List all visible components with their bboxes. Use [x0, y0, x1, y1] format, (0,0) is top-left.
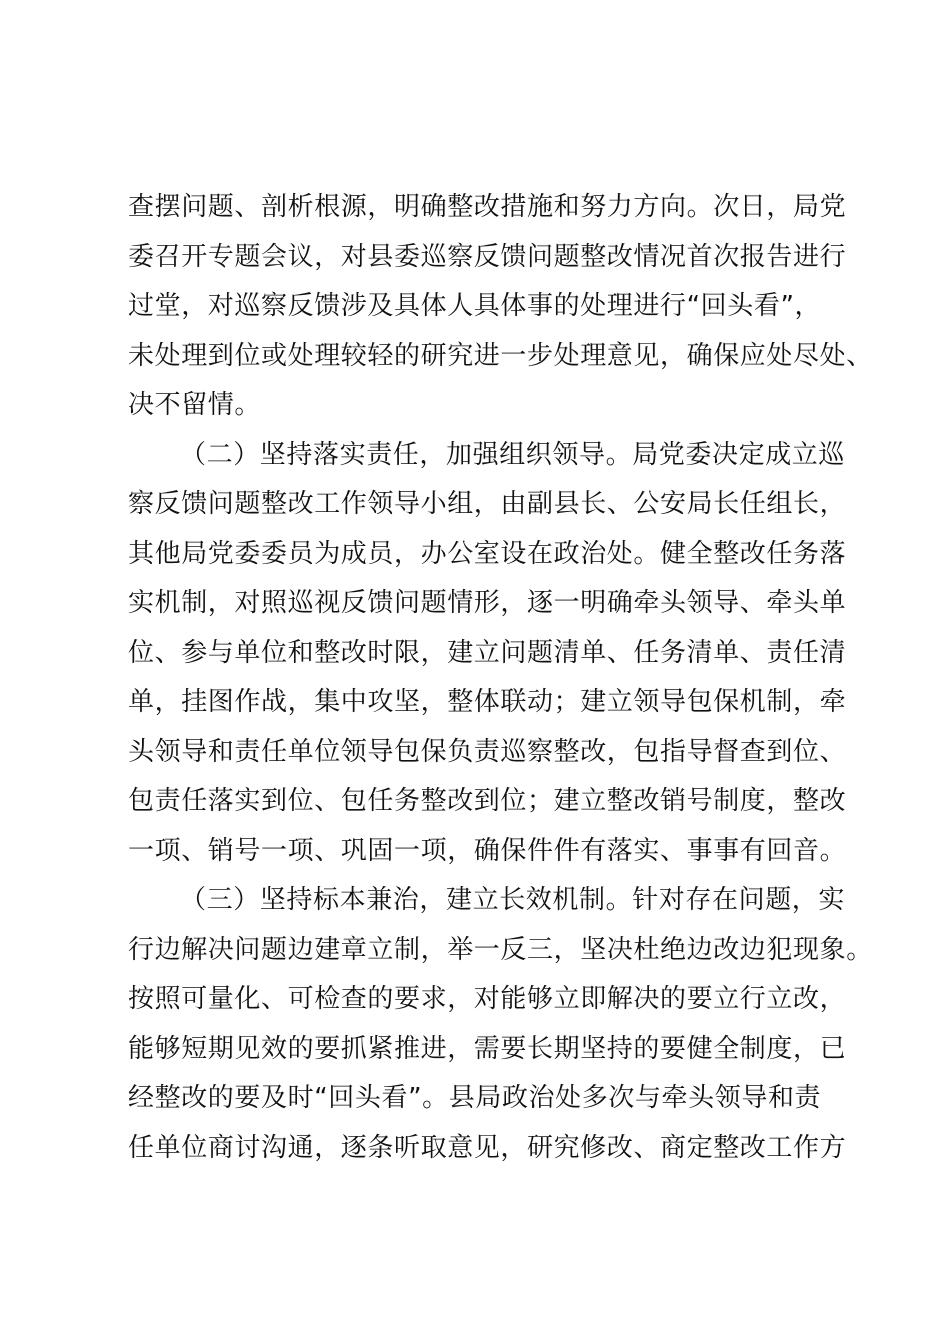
text-line: 单，挂图作战，集中攻坚，整体联动；建立领导包保机制，牵: [128, 687, 847, 717]
text-line: 过堂，对巡察反馈涉及具体人具体事的处理进行“回头看”，: [128, 291, 822, 321]
text-line: 按照可量化、可检查的要求，对能够立即解决的要立行立改，: [128, 984, 847, 1014]
text-line: 实机制，对照巡视反馈问题情形，逐一明确牵头领导、牵头单: [128, 588, 847, 618]
text-line: 委召开专题会议，对县委巡察反馈问题整改情况首次报告进行: [128, 241, 847, 272]
section-heading-line: （三）坚持标本兼治，建立长效机制。针对存在问题，实: [180, 885, 846, 915]
text-line: 其他局党委委员为成员，办公室设在政治处。健全整改任务落: [128, 538, 847, 569]
paragraph-continued: [128, 183, 873, 431]
text-line: 一项、销号一项、巩固一项，确保件件有落实、事事有回音。: [128, 835, 847, 866]
text-line: 行边解决问题边建章立制，举一反三，坚决杜绝边改边犯现象。: [128, 934, 873, 965]
text-line: 能够短期见效的要抓紧推进，需要长期坚持的要健全制度，已: [128, 1033, 847, 1064]
text-line: 位、参与单位和整改时限，建立问题清单、任务清单、责任清: [128, 637, 847, 668]
text-line: 任单位商讨沟通，逐条听取意见，研究修改、商定整改工作方: [128, 1132, 847, 1163]
text-line: 决不留情。: [128, 390, 262, 420]
text-line: 头领导和责任单位领导包保负责巡察整改，包指导督查到位、: [128, 736, 847, 767]
paragraph-section-3: [128, 876, 873, 1173]
text-line: 未处理到位或处理较轻的研究进一步处理意见，确保应处尽处、: [128, 340, 873, 371]
text-line: 察反馈问题整改工作领导小组，由副县长、公安局长任组长，: [128, 489, 847, 519]
text-line: 经整改的要及时“回头看”。县局政治处多次与牵头领导和责: [128, 1083, 822, 1113]
text-line: 包责任落实到位、包任务整改到位；建立整改销号制度，整改: [128, 786, 847, 816]
paragraph-section-2: [128, 431, 848, 877]
text-line: 查摆问题、剖析根源，明确整改措施和努力方向。次日，局党: [128, 192, 847, 222]
body-text: [128, 183, 873, 1173]
section-heading-line: （二）坚持落实责任，加强组织领导。局党委决定成立巡: [180, 439, 846, 470]
